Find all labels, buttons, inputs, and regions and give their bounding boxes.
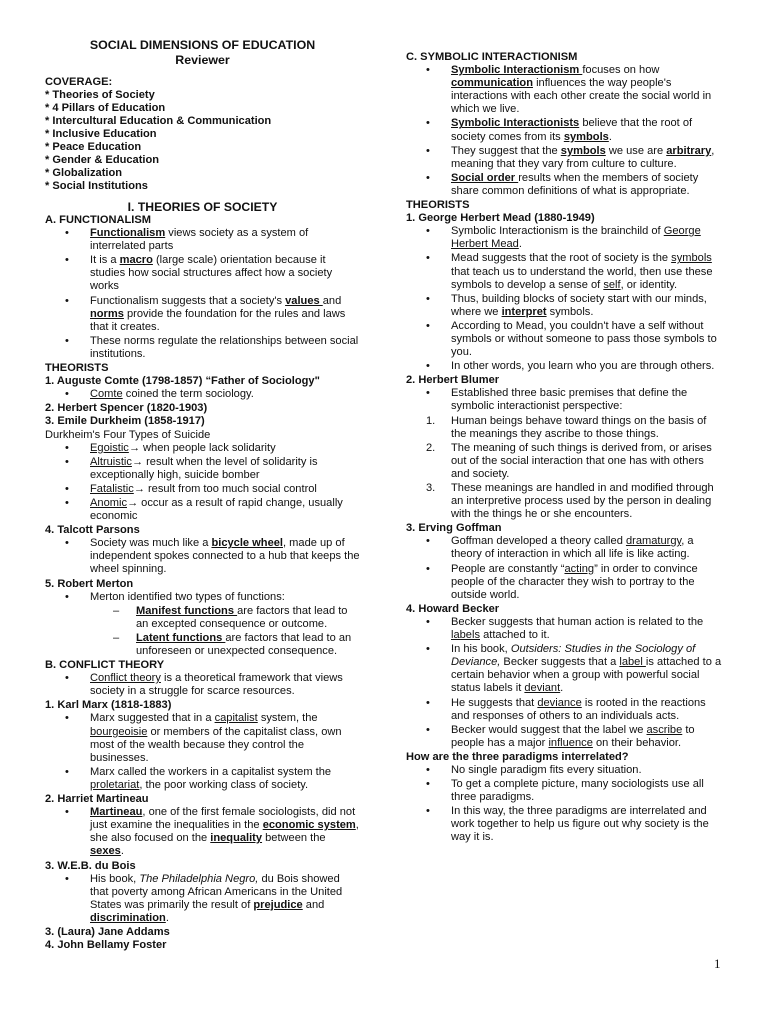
- list-item: • In other words, you learn who you are through others.: [426, 360, 715, 373]
- theorist-heading: 3. W.E.B. du Bois: [45, 859, 136, 872]
- suicide-list: [45, 442, 360, 524]
- list-item: 2. The meaning of such things is derived from, or arises out of the social interaction that one has with others and society.: [426, 441, 712, 480]
- list-item: • Functionalism views society as a system of interrelated parts: [65, 227, 309, 253]
- theorist-heading: 3. (Laura) Jane Addams: [45, 925, 170, 938]
- page-number: 1: [714, 956, 721, 971]
- list-item: • Goffman developed a theory called dramaturgy, a theory of interaction in which all life is like acting.: [426, 535, 694, 561]
- coverage-item: * Inclusive Education: [45, 128, 157, 140]
- list-item: • Mead suggests that the root of society is the symbols that teach us to understand the world, then use these symbols to develop a sense of self, or identity.: [426, 252, 713, 291]
- theorist-heading: 3. Emile Durkheim (1858-1917): [45, 415, 205, 428]
- list-item: • These norms regulate the relationships between social institutions.: [65, 334, 359, 360]
- list-item: • Conflict theory is a theoretical framework that views society in a struggle for scarce resources.: [65, 672, 343, 698]
- doc-title: SOCIAL DIMENSIONS OF EDUCATION: [89, 38, 316, 52]
- mead-list: [406, 225, 724, 373]
- list-item: • It is a macro (large scale) orientation because it studies how social structures affect how a society works: [65, 254, 333, 293]
- list-item: 1. Human beings behave toward things on the basis of the meanings they ascribe to those things.: [426, 414, 707, 440]
- goffman-list: [406, 535, 724, 601]
- becker-list: [406, 616, 724, 750]
- paradigms-heading: How are the three paradigms interrelated?: [406, 750, 629, 763]
- list-item: • Functionalism suggests that a society's values and norms provide the foundation for the rules and laws that it creates.: [65, 294, 346, 333]
- theorist-heading: 4. Howard Becker: [406, 602, 500, 615]
- right-column: [406, 51, 724, 846]
- theorist-heading: 1. George Herbert Mead (1880-1949): [406, 212, 595, 225]
- list-item: • Anomic→ occur as a result of rapid change, usually economic: [65, 496, 343, 523]
- list-item: • Merton identified two types of functions:: [65, 590, 285, 603]
- theorist-heading: 4. Talcott Parsons: [45, 524, 140, 537]
- coverage-item: * Gender & Education: [45, 154, 160, 166]
- blumer-premises: [406, 415, 724, 522]
- theorists-heading: THEORISTS: [406, 199, 470, 212]
- coverage-item: * Globalization: [45, 167, 123, 179]
- list-item: • According to Mead, you couldn't have a self without symbols or without someone to pass those symbols to you.: [426, 319, 717, 359]
- list-item: • In this way, the three paradigms are interrelated and work together to help us figure out why society is the way it is.: [426, 805, 709, 844]
- doc-subtitle: Reviewer: [175, 53, 230, 67]
- list-item: • To get a complete picture, many sociologists use all three paradigms.: [426, 778, 704, 804]
- list-item: • Symbolic Interactionists believe that the root of society comes from its symbols.: [426, 117, 693, 143]
- list-item: • His book, The Philadelphia Negro, du Bois showed that poverty among African Americans in the United States was primarily the result of prejudice and discrimination.: [65, 872, 343, 924]
- list-item: • Symbolic Interactionism focuses on how communication influences the way people's interactions with each other create the social world in which we live.: [426, 64, 712, 116]
- coverage-item: * Theories of Society: [45, 89, 155, 101]
- coverage-item: * Intercultural Education & Communication: [45, 115, 272, 127]
- list-item: • Thus, building blocks of society start with our minds, where we interpret symbols.: [426, 292, 707, 318]
- coverage-item: * Peace Education: [45, 141, 142, 153]
- list-item: • Social order results when the members of society share common definitions of what is appropriate.: [426, 171, 699, 197]
- left-column: [45, 38, 360, 952]
- list-item: • Becker would suggest that the label we ascribe to people has a major influence on their behavior.: [426, 723, 695, 749]
- section-heading: I. THEORIES OF SOCIETY: [127, 200, 278, 214]
- coverage-heading: COVERAGE:: [45, 76, 113, 88]
- theorist-heading: 1. Auguste Comte (1798-1857) “Father of Sociology": [45, 375, 320, 388]
- list-item: • People are constantly “acting” in order to convince people of the character they wish to portray to the outside world.: [426, 562, 698, 601]
- conflict-heading: B. CONFLICT THEORY: [45, 659, 165, 672]
- list-item: • Martineau, one of the first female sociologists, did not just examine the inequalities in the economic system, she also focused on the inequality between the sexes.: [65, 806, 359, 858]
- symbolic-list: [406, 64, 724, 198]
- theorist-heading: 2. Herbert Blumer: [406, 374, 500, 387]
- functionalism-list: [45, 227, 360, 361]
- list-item: • Comte coined the term sociology.: [65, 388, 254, 401]
- functionalism-heading: A. FUNCTIONALISM: [45, 214, 151, 226]
- list-item: • Becker suggests that human action is related to the labels attached to it.: [426, 615, 704, 642]
- list-item: • Marx called the workers in a capitalist system the proletariat, the poor working class of society.: [65, 765, 332, 791]
- list-item: • Altruistic→ result when the level of solidarity is exceptionally high, suicide bomber: [65, 455, 318, 481]
- list-item: • Marx suggested that in a capitalist system, the bourgeoisie or members of the capitalist class, own most of the wealth because they control the businesses.: [65, 712, 342, 764]
- theorist-heading: 2. Harriet Martineau: [45, 793, 149, 806]
- theorist-heading: 5. Robert Merton: [45, 577, 134, 590]
- theorist-heading: 1. Karl Marx (1818-1883): [45, 699, 172, 712]
- coverage: [45, 76, 360, 193]
- list-item: • In his book, Outsiders: Studies in the Sociology of Deviance, Becker suggests that a label is attached to a certain behavior when a group with powerful social status labels it deviant.: [426, 643, 722, 695]
- list-item: • Society was much like a bicycle wheel, made up of independent spokes connected to a hub that keeps the wheel spinning.: [65, 537, 360, 576]
- list-item: 3. These meanings are handled in and modified through an interpretive process used by the person in dealing with the things he or she encounters.: [426, 482, 714, 521]
- theorist-heading: 3. Erving Goffman: [406, 522, 502, 535]
- list-item: • Fatalistic→ result from too much social control: [65, 482, 317, 495]
- list-item: • They suggest that the symbols we use are arbitrary, meaning that they vary from culture to culture.: [426, 144, 715, 170]
- merton-sublist: [45, 605, 360, 658]
- subheading: Durkheim's Four Types of Suicide: [45, 428, 211, 441]
- list-item: • He suggests that deviance is rooted in the reactions and responses of others to an individuals acts.: [426, 696, 706, 722]
- theorist-heading: 4. John Bellamy Foster: [45, 939, 167, 952]
- symbolic-heading: C. SYMBOLIC INTERACTIONISM: [406, 51, 578, 63]
- coverage-item: * 4 Pillars of Education: [45, 102, 166, 114]
- list-item: • Egoistic→ when people lack solidarity: [65, 441, 276, 454]
- theorist-heading: 2. Herbert Spencer (1820-1903): [45, 402, 208, 415]
- list-item: • Symbolic Interactionism is the brainchild of George Herbert Mead.: [426, 225, 701, 251]
- coverage-item: * Social Institutions: [45, 180, 148, 192]
- marx-list: [45, 712, 360, 792]
- theorists-heading: THEORISTS: [45, 362, 109, 375]
- list-item: • No single paradigm fits every situation.: [426, 763, 642, 776]
- list-item: – Latent functions are factors that lead to an unforeseen or unexpected consequence.: [113, 631, 352, 657]
- list-item: • Established three basic premises that define the symbolic interactionist perspective:: [426, 387, 688, 413]
- list-item: – Manifest functions are factors that lead to an excepted consequence or outcome.: [113, 604, 348, 630]
- paradigms-list: [406, 764, 724, 845]
